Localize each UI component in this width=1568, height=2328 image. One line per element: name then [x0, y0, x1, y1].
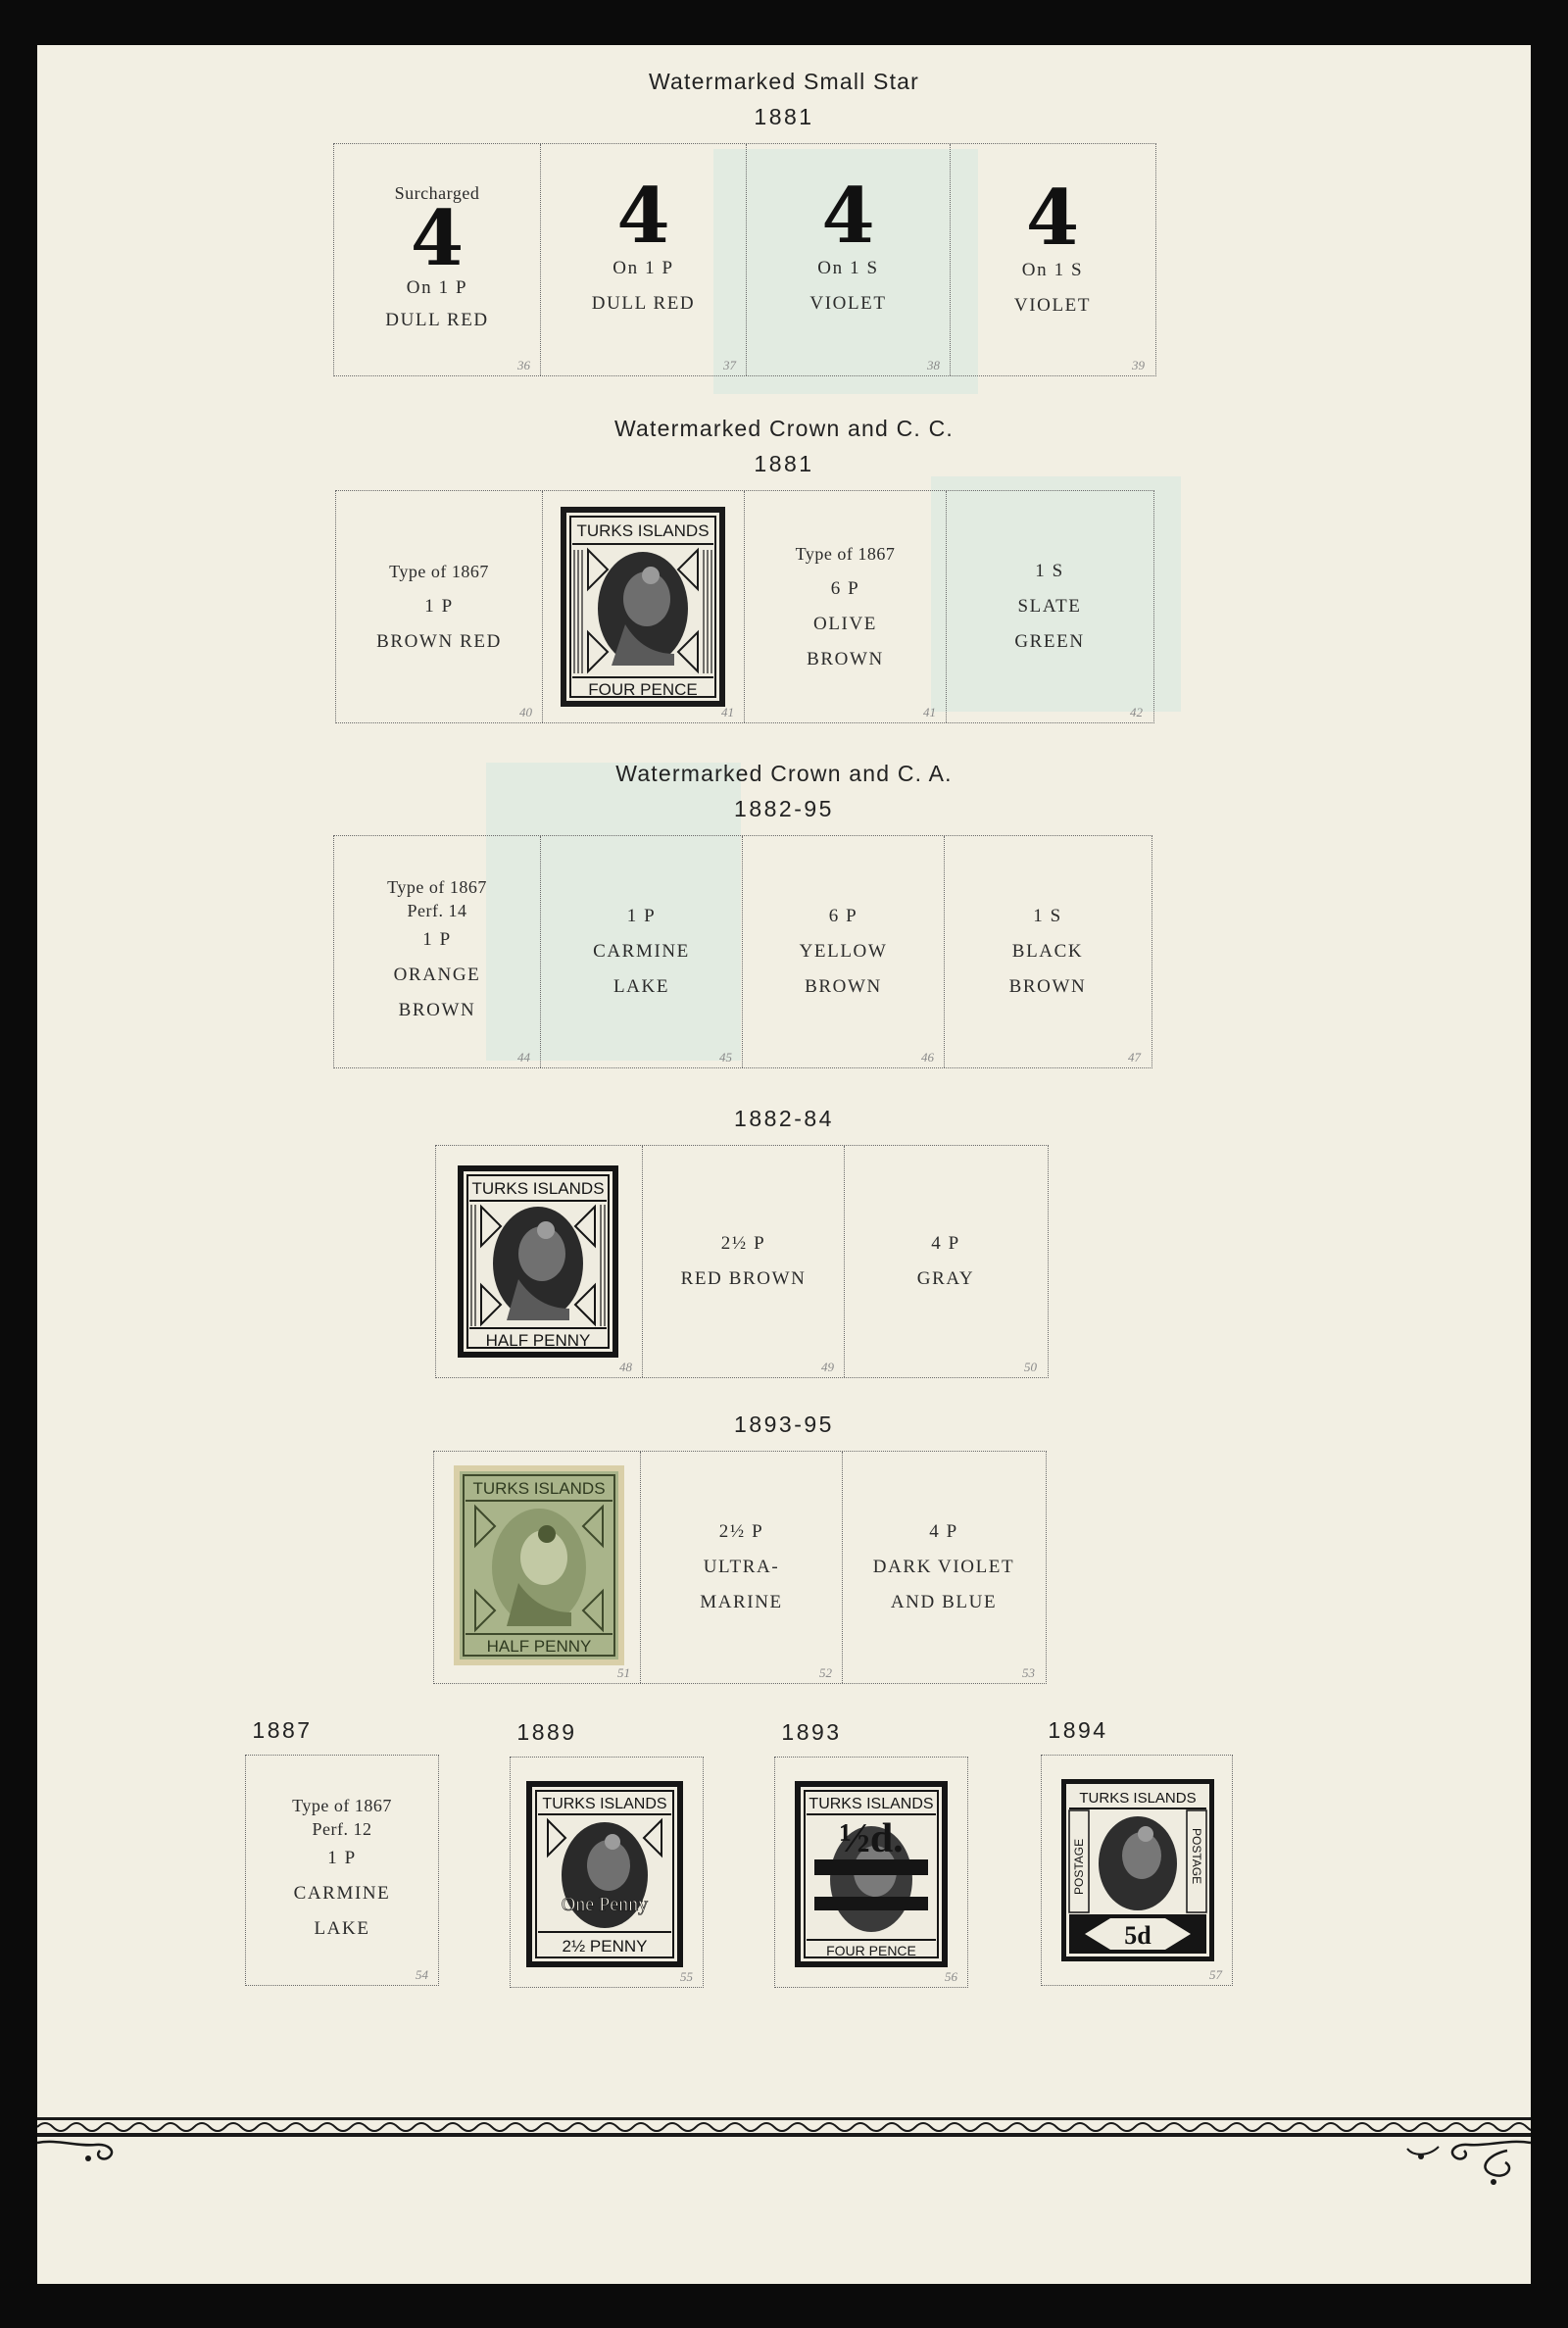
- section-year: 1882-84: [734, 1106, 834, 1131]
- catalog-number: 36: [517, 358, 530, 372]
- stamp-top-text: TURKS ISLANDS: [576, 521, 710, 540]
- stamp-row-1881-star: [333, 143, 1156, 376]
- stamp-top-text: TURKS ISLANDS: [808, 1796, 934, 1812]
- item-year: 1894: [1048, 1717, 1108, 1743]
- queen-victoria-stamp: [561, 507, 725, 707]
- catalog-number: 55: [680, 1969, 693, 1984]
- catalog-number: 44: [517, 1050, 530, 1065]
- stamp-value: 5d: [1124, 1921, 1152, 1950]
- catalog-number: 51: [617, 1665, 630, 1680]
- stamp-half-penny-black: [436, 1146, 642, 1377]
- ornamental-border: [37, 2111, 1531, 2195]
- stamp-1894: [1041, 1755, 1233, 1986]
- stamp-bottom-text: FOUR PENCE: [826, 1943, 916, 1958]
- catalog-number: 47: [1128, 1050, 1141, 1065]
- catalog-number: 52: [819, 1665, 832, 1680]
- stamp-space: 1 S BLACK BROWN 47: [944, 836, 1151, 1067]
- catalog-number: 50: [1024, 1360, 1037, 1374]
- stamp-bottom-text: HALF PENNY: [486, 1637, 592, 1656]
- stamp-top-text: TURKS ISLANDS: [542, 1796, 667, 1812]
- stamp-space: Type of 1867 Perf. 14 1 P ORANGE BROWN 44: [387, 877, 530, 1065]
- catalog-number: 56: [945, 1969, 957, 1984]
- stamp-1893: [774, 1757, 968, 1988]
- catalog-number: 40: [519, 705, 532, 719]
- catalog-number: 49: [821, 1360, 834, 1374]
- stamp-half-penny-green: [434, 1452, 640, 1683]
- surcharge-label: Surcharged: [394, 183, 480, 203]
- item-year: 1887: [252, 1717, 313, 1743]
- catalog-number: 48: [619, 1360, 632, 1374]
- catalog-number: 46: [921, 1050, 934, 1065]
- stamp-space: 2½ P RED BROWN 49: [642, 1146, 844, 1377]
- section-title: Watermarked Small Star: [648, 69, 920, 94]
- item-year: 1893: [781, 1719, 842, 1745]
- queen-victoria-stamp: [454, 1465, 624, 1665]
- stamp-side-text: POSTAGE: [1072, 1838, 1086, 1895]
- stamp-row-1893-95: [433, 1451, 1047, 1684]
- catalog-number: 39: [1132, 358, 1145, 372]
- item-year: 1889: [516, 1719, 577, 1745]
- stamp-bottom-text: 2½ PENNY: [562, 1937, 648, 1956]
- catalog-number: 41: [721, 705, 734, 719]
- stamp-row-1882-95: [333, 835, 1152, 1068]
- stamp-space: 4 On 1 S VIOLET 39: [950, 144, 1154, 375]
- section-title: Watermarked Crown and C. C.: [614, 416, 954, 441]
- catalog-number: 37: [723, 358, 736, 372]
- surcharge-value: 4: [1025, 173, 1080, 263]
- stamp-space: 2½ P ULTRA- MARINE 52: [640, 1452, 842, 1683]
- catalog-number: 57: [1209, 1967, 1222, 1982]
- stamp-space: Type of 1867 6 P OLIVE BROWN 41: [744, 491, 946, 722]
- catalog-number: 53: [1022, 1665, 1035, 1680]
- stamp-overprint: One Penny: [561, 1894, 649, 1915]
- stamp-space: 1 S SLATE GREEN 42: [946, 491, 1152, 722]
- catalog-number: 45: [719, 1050, 732, 1065]
- section-year: 1881: [754, 451, 814, 476]
- catalog-number: 41: [923, 705, 936, 719]
- queen-victoria-stamp: [526, 1781, 683, 1967]
- stamp-space: 4 P GRAY 50: [844, 1146, 1047, 1377]
- album-page: [37, 45, 1531, 2284]
- queen-victoria-stamp: [795, 1781, 948, 1967]
- stamp-space-1887: Type of 1867 Perf. 12 1 P CARMINE LAKE 54: [245, 1755, 439, 1986]
- stamp-top-text: TURKS ISLANDS: [472, 1479, 606, 1498]
- stamp-side-text: POSTAGE: [1190, 1828, 1203, 1885]
- stamp-overprint: ½d.: [839, 1816, 904, 1861]
- queen-victoria-stamp: [458, 1165, 618, 1358]
- stamp-space: 6 P YELLOW BROWN 46: [742, 836, 944, 1067]
- surcharge-value: 4: [410, 194, 465, 283]
- stamp-space: Surcharged 4 On 1 P DULL RED 36: [334, 144, 540, 375]
- ornamental-border-graphic: [37, 2111, 1531, 2190]
- section-title: Watermarked Crown and C. A.: [615, 761, 953, 786]
- section-year: 1882-95: [734, 796, 834, 821]
- section-year: 1881: [754, 104, 814, 129]
- catalog-number: 42: [1130, 705, 1143, 719]
- stamp-bottom-text: FOUR PENCE: [588, 680, 698, 699]
- stamp-space: 4 On 1 S VIOLET 38: [746, 144, 950, 375]
- surcharge-value: 4: [616, 172, 670, 261]
- stamp-space: 4 P DARK VIOLET AND BLUE 53: [842, 1452, 1045, 1683]
- queen-victoria-stamp: [1061, 1779, 1214, 1961]
- stamp-bottom-text: HALF PENNY: [485, 1331, 591, 1350]
- stamp-space: Type of 1867 1 P BROWN RED 40: [376, 562, 532, 719]
- section-year: 1893-95: [734, 1412, 834, 1437]
- stamp-top-text: TURKS ISLANDS: [1079, 1790, 1197, 1807]
- surcharge-value: 4: [821, 172, 875, 261]
- stamp-space: 1 P CARMINE LAKE 45: [540, 836, 742, 1067]
- stamp-top-text: TURKS ISLANDS: [471, 1179, 605, 1198]
- catalog-number: 38: [927, 358, 940, 372]
- stamp-1889: [510, 1757, 704, 1988]
- stamp-row-1881-cc: [335, 490, 1154, 723]
- stamp-row-1882-84: [435, 1145, 1049, 1378]
- catalog-number: 54: [416, 1967, 428, 1982]
- stamp-four-pence: [542, 491, 744, 722]
- stamp-space: 4 On 1 P DULL RED 37: [540, 144, 746, 375]
